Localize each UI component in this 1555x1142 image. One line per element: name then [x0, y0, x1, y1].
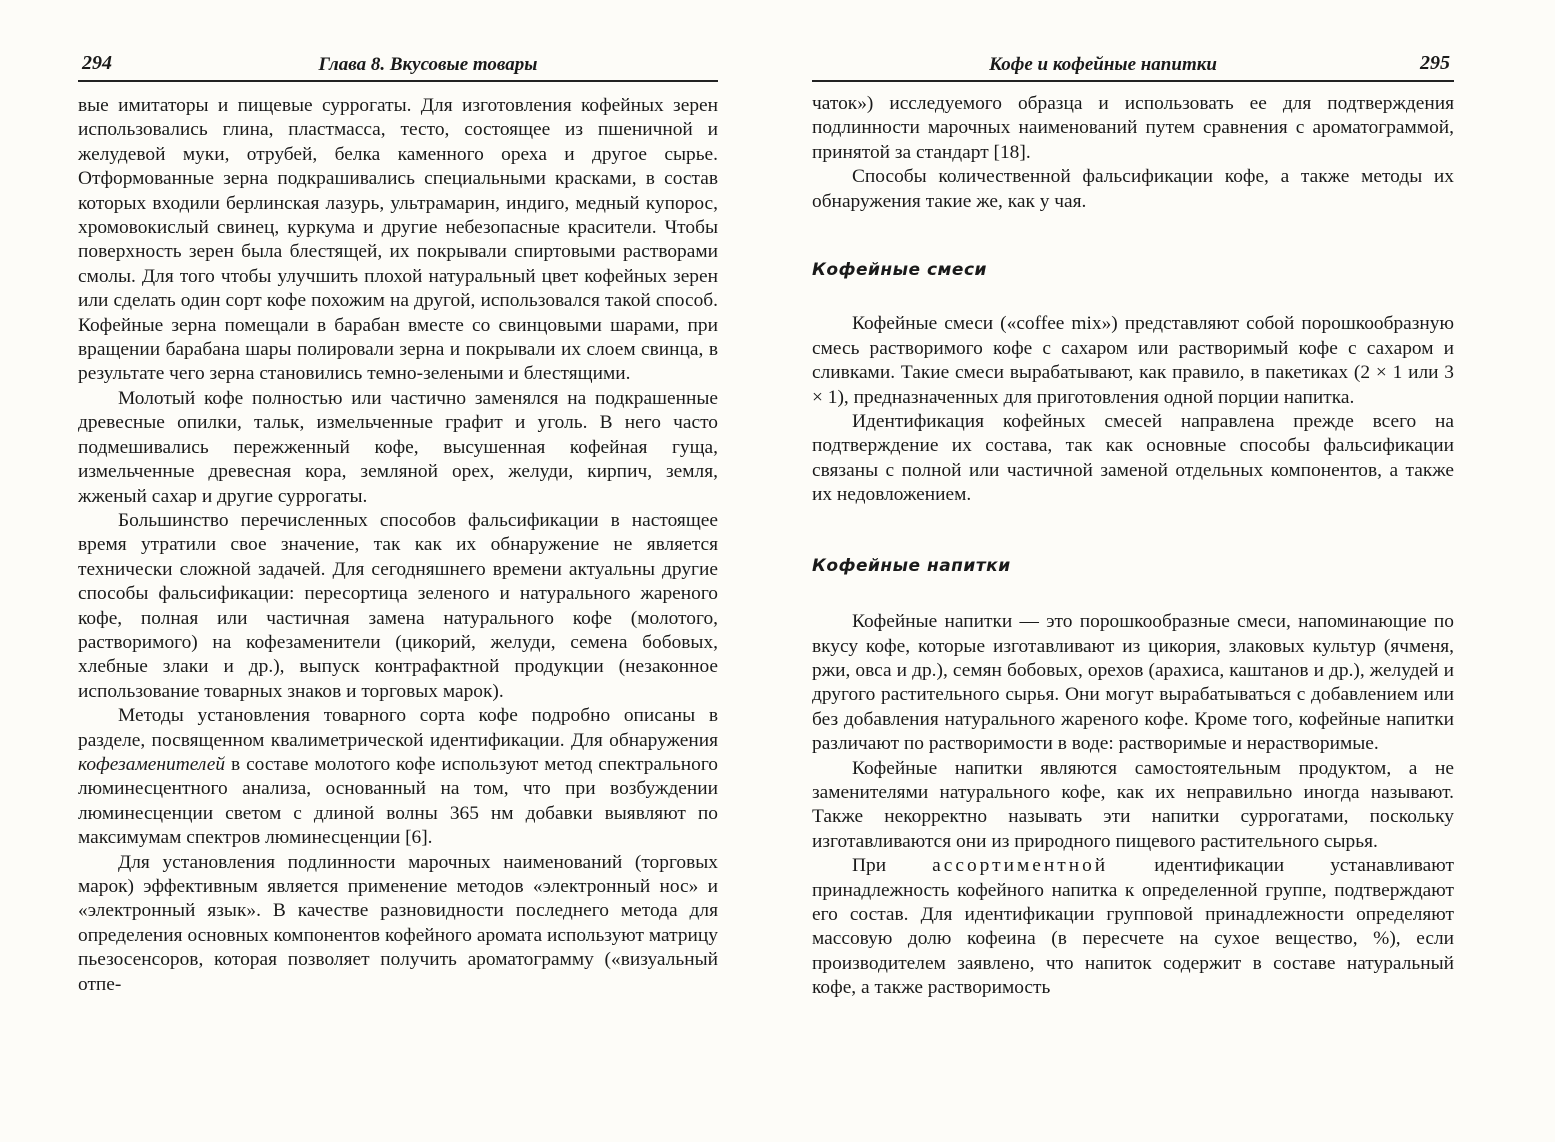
page-body	[78, 94, 718, 997]
page-number: 295	[1420, 52, 1450, 74]
section-heading: Кофейные напитки	[812, 555, 1011, 576]
paragraph: Для установления подлинности марочных наименований (торговых марок) эффективным является применение методов «электронный нос» и «электронный язык». В качестве разновидности последнего метода для определения основных компонентов кофейного аромата используют матрицу пьезосенсоров, которая позволяет получить ароматограмму («визуальный отпе-	[78, 851, 718, 995]
running-head-title: Глава 8. Вкусовые товары	[318, 54, 538, 75]
paragraph	[78, 704, 718, 850]
page-number: 294	[82, 52, 112, 74]
spaced-term: ассортиментной	[932, 855, 1109, 877]
paragraph	[812, 854, 1454, 1000]
left-page	[78, 0, 718, 1142]
paragraph: Кофейные напитки являются самостоятельным продуктом, а не заменителями натурального кофе, как их неправильно иногда называют. Также некорректно называть эти напитки суррогатами, поскольку изготавливаются они из природного пищевого растительного сырья.	[812, 757, 1454, 852]
paragraph: Большинство перечисленных способов фальсификации в настоящее время утратили свое значение, так как их обнаружение не является технически сложной задачей. Для сегодняшнего времени актуальны другие способы фальсификации: пересортица зеленого и натурального жареного кофе, полная или частичная замена натурального кофе (молотого, растворимого) на кофезаменители (цикорий, желуди, семена бобовых, хлебные злаки и др.), выпуск контрафактной продукции (незаконное использование товарных знаков и торговых марок).	[78, 509, 718, 702]
text-run: идентификации устанавливают принадлежность кофейного напитка к определенной группе, подтверждают его состав. Для идентификации групповой принадлежности определяют массовую долю кофеина (в пересчете на сухое вещество, %), если производителем заявлено, что напиток содержит в составе натуральный кофе, а также растворимость	[812, 855, 1454, 999]
paragraph: вые имитаторы и пищевые суррогаты. Для изготовления кофейных зерен использовались глина, пластмасса, тесто, состоящее из пшеничной и желудевой муки, отрубей, белка каменного ореха и другое сырье. Отформованные зерна подкрашивались специальными красками, в состав которых входили берлинская лазурь, ультрамарин, индиго, медный купорос, хромовокислый свинец, куркума и другие небезопасные красители. Чтобы поверхность зерен была блестящей, их покрывали спиртовыми растворами смолы. Для того чтобы улучшить плохой натуральный цвет кофейных зерен или сделать один сорт кофе похожим на другой, использовался такой способ. Кофейные зерна помещали в барабан вместе со свинцовыми шарами, при вращении барабана шары полировали зерна и покрывали их слоем свинца, в результате чего зерна становились темно-зелеными и блестящими.	[78, 95, 718, 385]
paragraph: чаток») исследуемого образца и использовать ее для подтверждения подлинности марочных наименований путем сравнения с ароматограммой, принятой за стандарт [18].	[812, 93, 1454, 163]
right-page	[812, 0, 1454, 1142]
paragraph: Способы количественной фальсификации кофе, а также методы их обнаружения такие же, как у чая.	[812, 166, 1454, 212]
text-run: При	[852, 855, 887, 877]
paragraph: Идентификация кофейных смесей направлена прежде всего на подтверждение их состава, так как основные способы фальсификации связаны с полной или частичной заменой отдельных компонентов, а также их недовложением.	[812, 411, 1454, 506]
running-head-title: Кофе и кофейные напитки	[989, 54, 1217, 75]
page-body	[812, 92, 1454, 1001]
paragraph: Кофейные смеси («coffee mix») представляют собой порошкообразную смесь растворимого кофе с сахаром или растворимый кофе с сахаром и сливками. Такие смеси вырабатывают, как правило, в пакетиках (2 × 1 или 3 × 1), предназначенных для приготовления одной порции напитка.	[812, 313, 1454, 408]
text-run: в составе молотого кофе используют метод спектрального люминесцентного анализа, основанный на том, что при возбуждении люминесценции светом с длиной волны 365 нм добавки выявляют по максимумам спектров люминесценции [6].	[78, 753, 718, 849]
text-run: Методы установления товарного сорта кофе подробно описаны в разделе, посвященном квалиметрической идентификации. Для обнаружения	[78, 705, 718, 751]
running-header	[78, 50, 718, 82]
paragraph: Кофейные напитки — это порошкообразные смеси, напоминающие по вкусу кофе, которые изготавливают из цикория, злаковых культур (ячменя, ржи, овса и др.), семян бобовых, орехов (арахиса, каштанов и др.), желудей и другого растительного сырья. Они могут вырабатываться с добавлением или без добавления натурального жареного кофе. Кроме того, кофейные напитки различают по растворимости в воде: растворимые и нерастворимые.	[812, 611, 1454, 755]
section-heading: Кофейные смеси	[812, 260, 987, 281]
paragraph: Молотый кофе полностью или частично заменялся на подкрашенные древесные опилки, тальк, измельченные графит и уголь. В него часто подмешивались пережженный кофе, высушенная кофейная гуща, измельченные древесная кора, земляной орех, желуди, кирпич, земля, жженый сахар и другие суррогаты.	[78, 387, 718, 507]
italic-term: кофезаменителей	[78, 753, 226, 775]
running-header	[812, 50, 1454, 82]
